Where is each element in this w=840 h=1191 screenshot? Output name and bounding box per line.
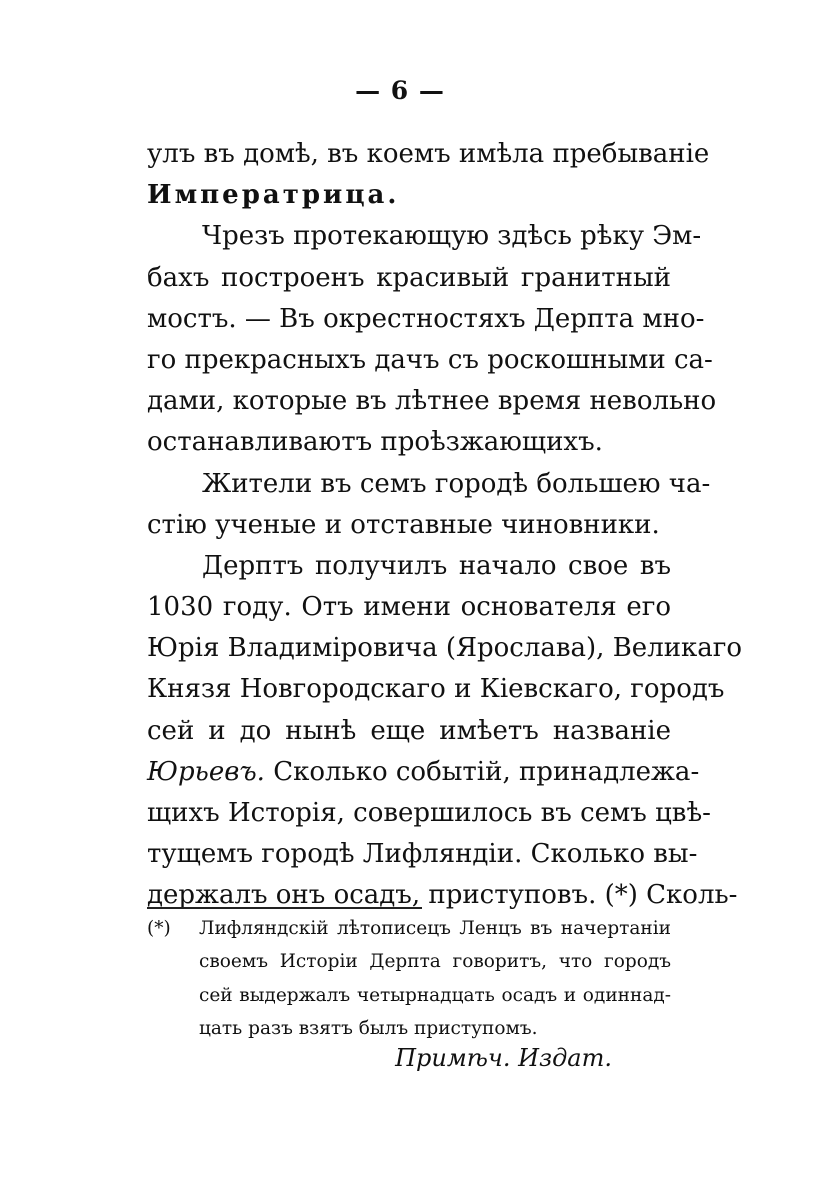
- footnote-line: своемъ Исторіи Дерпта говоритъ, что городъ: [199, 951, 671, 973]
- text-line: Князя Новгородскаго и Кіевскаго, городъ: [147, 674, 725, 705]
- footnote-marker: (*): [147, 918, 171, 939]
- text-line: Юрія Владиміровича (Ярослава), Великаго: [147, 633, 743, 664]
- text-line: тущемъ городѣ Лифляндіи. Сколько вы-: [147, 839, 698, 870]
- text-line: го прекрасныхъ дачъ съ роскошными са-: [147, 344, 713, 375]
- text-line: стію ученые и отставные чиновники.: [147, 509, 660, 540]
- main-text: [147, 134, 743, 917]
- text-line-rest: Сколько событій, принадлежа-: [273, 756, 700, 787]
- footnote: [147, 912, 671, 1045]
- text-line: мостъ. — Въ окрестностяхъ Дерпта мно-: [147, 303, 705, 334]
- footnote-line: цать разъ взятъ былъ приступомъ.: [199, 1017, 538, 1039]
- footnote-line: Лифляндскій лѣтописецъ Ленцъ въ начертаніи: [199, 918, 671, 939]
- text-line: Дерптъ получилъ начало свое въ: [202, 550, 671, 581]
- text-line: 1030 году. Отъ имени основателя его: [147, 592, 671, 623]
- text-line: держалъ онъ осадъ, приступовъ. (*) Сколь-: [147, 880, 738, 911]
- text-line: бахъ построенъ красивый гранитный: [147, 262, 671, 293]
- footnote-divider: [147, 907, 422, 909]
- text-line: Жители въ семъ городѣ большею ча-: [202, 468, 711, 499]
- footnote-line: сей выдержалъ четырнадцать осадъ и одиннад-: [199, 984, 671, 1006]
- text-line: дами, которые въ лѣтнее время невольно: [147, 386, 717, 417]
- text-line: сей и до нынѣ еще имѣетъ названіе: [147, 715, 671, 746]
- editor-note-signature: Примѣч. Издат.: [395, 1044, 612, 1072]
- text-line: Чрезъ протекающую здѣсь рѣку Эм-: [202, 221, 702, 252]
- text-line-with-italic: [147, 752, 700, 793]
- text-line: Императрица.: [147, 180, 400, 211]
- page-number: — 6 —: [355, 76, 445, 105]
- italic-town-name: Юрьевъ.: [147, 756, 265, 787]
- text-line: щихъ Исторія, совершилось въ семъ цвѣ-: [147, 798, 711, 828]
- text-line: останавливаютъ проѣзжающихъ.: [147, 427, 603, 458]
- text-line: улъ въ домѣ, въ коемъ имѣла пребываніе: [147, 139, 710, 169]
